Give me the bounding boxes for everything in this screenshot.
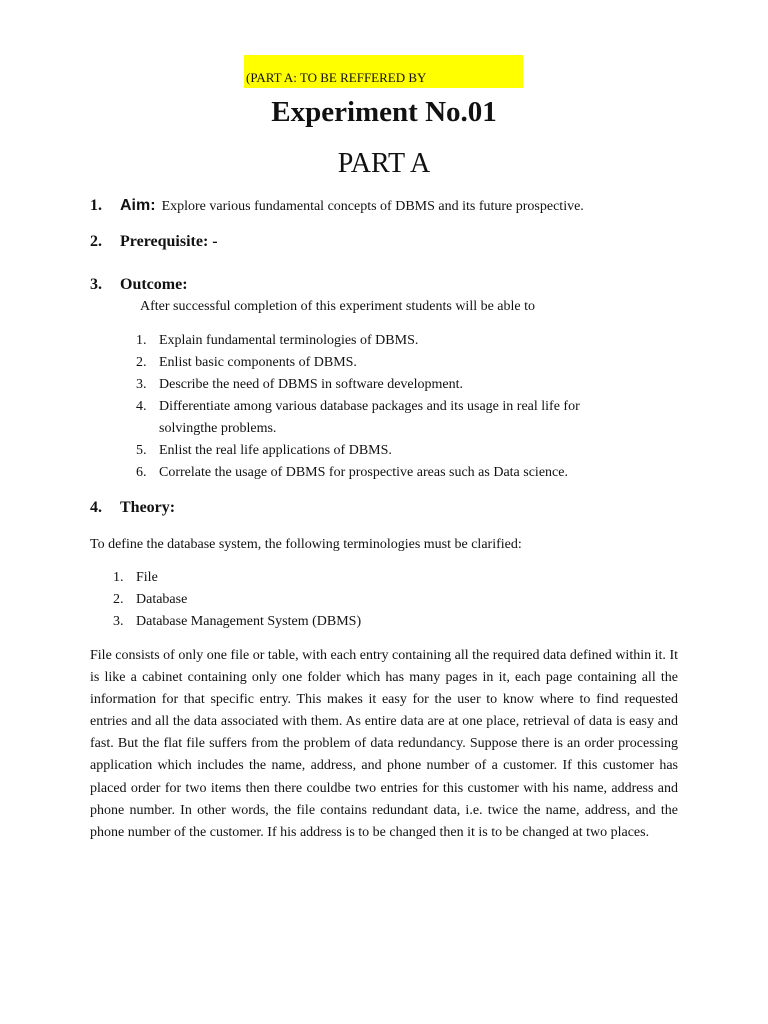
part-heading: PART A (337, 148, 431, 179)
list-item-text: Database (136, 592, 188, 607)
aim-label: Aim: (120, 197, 156, 214)
list-number: 1. (113, 570, 124, 585)
list-item (136, 330, 580, 352)
outcome-list (136, 330, 580, 484)
outcome-number: 3. (90, 276, 102, 293)
theory-label: Theory: (120, 499, 176, 516)
list-number: 3. (113, 614, 124, 629)
list-item-text: Enlist the real life applications of DBMS. (159, 443, 392, 458)
list-item (113, 611, 362, 633)
aim-text: Explore various fundamental concepts of DBMS and its future prospective. (161, 199, 584, 214)
list-item (113, 567, 361, 589)
list-item-text: Database Management System (DBMS) (136, 614, 362, 629)
list-number: 5. (136, 443, 147, 458)
list-item-text: Enlist basic components of DBMS. (159, 355, 357, 370)
outcome-label: Outcome: (120, 276, 188, 293)
list-item (136, 396, 580, 440)
list-item (136, 352, 580, 374)
list-item (136, 374, 580, 396)
list-item (136, 462, 580, 484)
terminology-list (113, 567, 362, 633)
experiment-title: Experiment No.01 (271, 96, 497, 128)
outcome-intro: After successful completion of this experiment students will be able to (140, 299, 536, 314)
prerequisite-label: Prerequisite: - (120, 233, 218, 250)
list-number: 3. (136, 377, 147, 392)
theory-paragraph: File consists of only one file or table, with each entry containing all the required data defined within it. It is like a cabinet containing only one folder which has many pages in it, each page containing all the information for that specific entry. This makes it easy for the user to know where to find requested entries and all the data associated with them. As entire data are at one place, retrieval of data is easy and fast. But the flat file suffers from the problem of data redundancy. Suppose there is an order processing application which includes the name, address, and phone number of a customer. If this customer has placed order for two items then there couldbe two entries for this customer with his name, address and phone number. In other words, the file contains redundant data, i.e. twice the name, address, and the phone number of the customer. If his address is to be changed then it is to be changed at two places. (90, 648, 678, 840)
aim-number: 1. (90, 197, 102, 214)
list-number: 1. (136, 333, 147, 348)
list-number: 2. (136, 355, 147, 370)
list-item-text: File (136, 570, 158, 585)
list-item-continuation: solvingthe problems. (159, 421, 277, 436)
list-number: 4. (136, 399, 147, 414)
list-item-text: Differentiate among various database packages and its usage in real life for (159, 399, 580, 414)
prerequisite-heading (90, 232, 218, 252)
theory-intro: To define the database system, the following terminologies must be clarified: (90, 537, 522, 552)
list-item-text: Describe the need of DBMS in software development. (159, 377, 464, 392)
outcome-heading (90, 275, 188, 295)
theory-number: 4. (90, 499, 102, 516)
list-item-text: Explain fundamental terminologies of DBMS. (159, 333, 419, 348)
banner-text: (PART A: TO BE REFFERED BY (246, 70, 427, 85)
list-number: 2. (113, 592, 124, 607)
list-item-text: Correlate the usage of DBMS for prospective areas such as Data science. (159, 465, 568, 480)
prerequisite-number: 2. (90, 233, 102, 250)
list-item (113, 589, 361, 611)
list-number: 6. (136, 465, 147, 480)
aim-heading (90, 196, 584, 217)
theory-heading (90, 498, 175, 518)
list-item (136, 440, 580, 462)
highlight-banner (244, 55, 523, 88)
